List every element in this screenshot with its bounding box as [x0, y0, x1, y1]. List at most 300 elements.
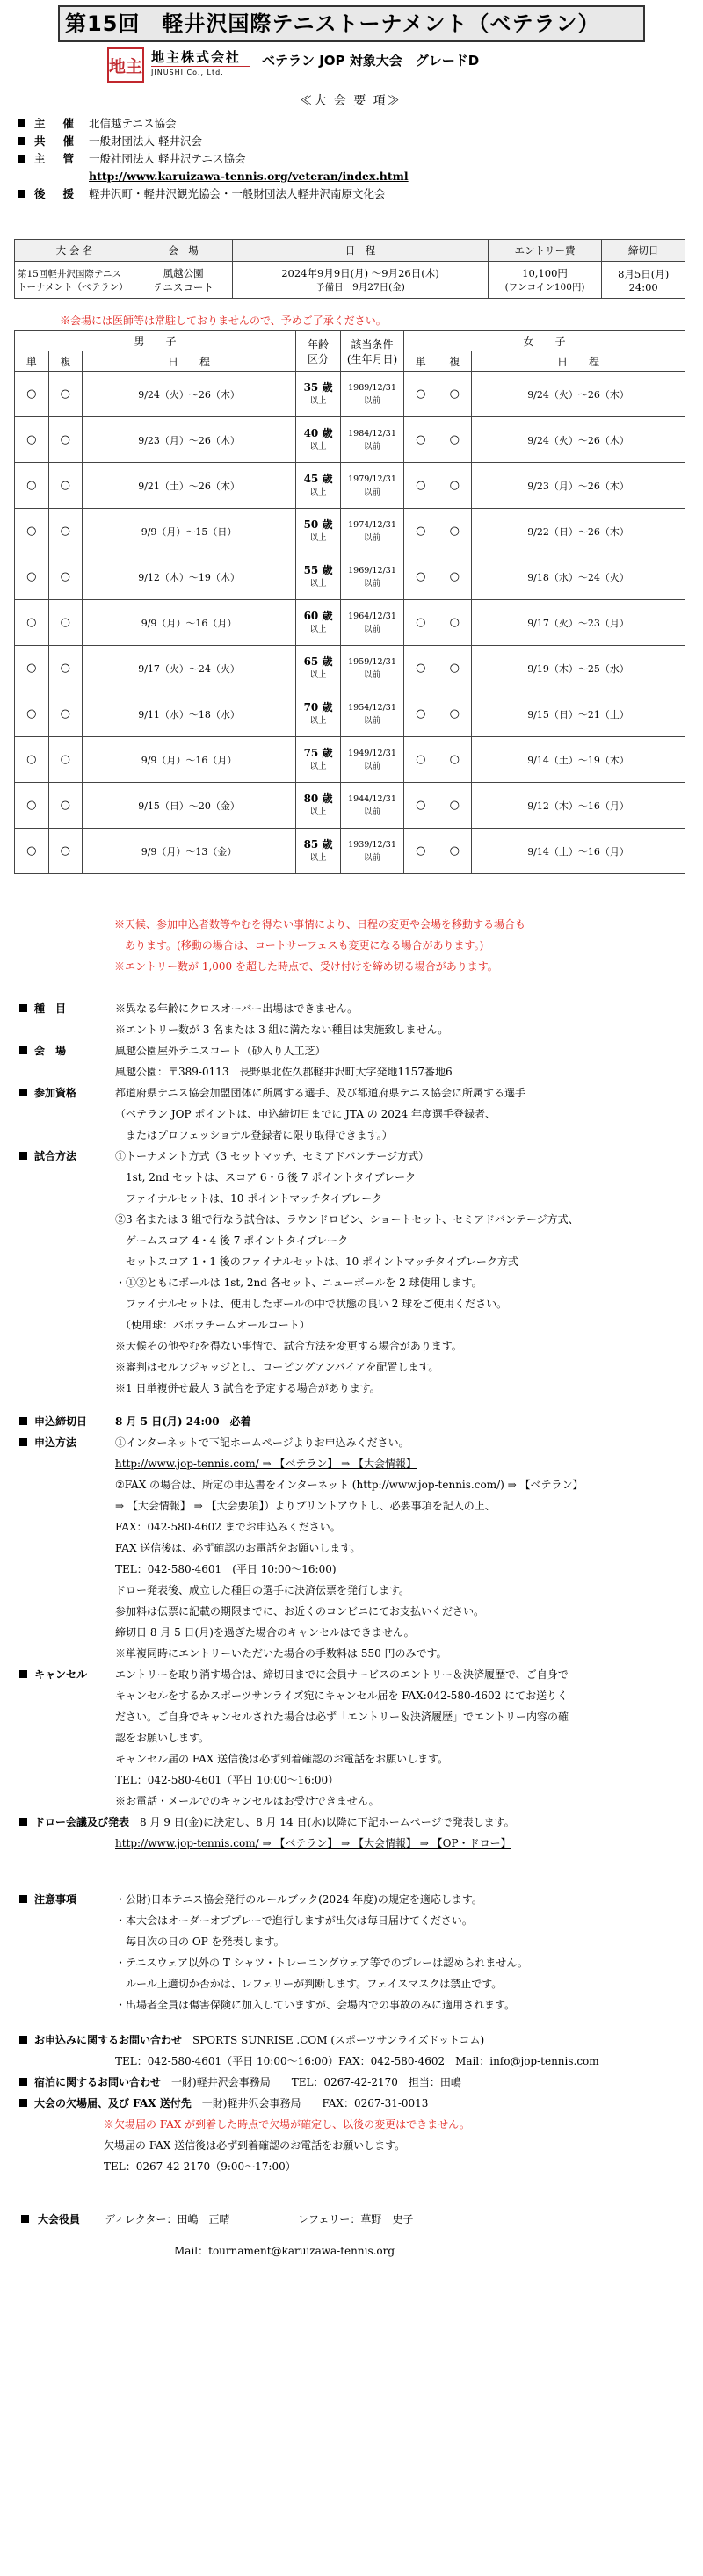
spacer	[19, 1215, 27, 1223]
apply-label	[34, 1769, 115, 1791]
spacer	[19, 1776, 27, 1784]
contacts-label: お申込みに関するお問い合わせ	[34, 2034, 183, 2046]
officials-section	[16, 2209, 684, 2261]
singles-header: 単	[403, 351, 438, 372]
details-text: ※審判はセルフジャッジとし、ローピングアンパイアを配置します。	[115, 1361, 439, 1373]
details-label	[34, 1230, 115, 1251]
bullet-square-icon	[19, 1152, 27, 1160]
apply-text[interactable]: http://www.jop-tennis.com/ ⇒ 【ベテラン】 ⇒ 【大会情報】	[115, 1458, 417, 1470]
bullet-square-icon	[18, 190, 25, 198]
schedule-header: 日 程	[472, 351, 685, 372]
apply-label	[34, 1643, 115, 1664]
age-value: 70 歳	[303, 700, 333, 713]
apply-row	[16, 1432, 684, 1453]
details-label	[34, 1019, 115, 1040]
women-singles-mark: ○	[403, 691, 438, 737]
spacer	[19, 1236, 27, 1244]
age-over: 以上	[309, 715, 327, 726]
birthdate: 1949/12/31	[348, 748, 396, 758]
details-label: 試合方法	[34, 1150, 77, 1162]
bullet-square-icon	[19, 1417, 27, 1425]
officials-mail: Mail：tournament@karuizawa-tennis.org	[174, 2245, 395, 2257]
birthdate-cell	[341, 600, 404, 646]
summary-table	[14, 239, 685, 299]
apply-row	[16, 1453, 684, 1474]
apply-row	[16, 1495, 684, 1516]
event-row	[15, 646, 685, 691]
attention-text: ・本大会はオーダーオブプレーで進行しますが出欠は毎日届けてください。	[115, 1914, 473, 1927]
men-doubles-mark: ○	[48, 554, 83, 600]
attention-label	[34, 1931, 115, 1952]
spacer	[19, 1131, 27, 1139]
info-list	[12, 114, 689, 202]
apply-label	[34, 1727, 115, 1748]
details-label	[34, 1209, 115, 1230]
women-schedule: 9/14（土）～16（月）	[472, 829, 685, 874]
age-value: 45 歳	[303, 472, 333, 485]
details-row	[16, 1378, 684, 1399]
info-row-organizer	[12, 114, 689, 132]
bullet-square-icon	[18, 155, 25, 163]
apply-label: ドロー会議及び発表	[34, 1816, 130, 1828]
entry-fee: 10,100円 (ワンコイン100円)	[488, 262, 602, 299]
spacer	[19, 1565, 27, 1573]
age-over: 以上	[309, 807, 327, 817]
details-row	[16, 1230, 684, 1251]
men-singles-mark: ○	[15, 463, 49, 509]
apply-text: ⇒ 【大会情報】 ⇒ 【大会要項】）よりプリントアウトし、必要事項を記入の上、	[115, 1500, 496, 1512]
men-schedule: 9/24（火）～26（木）	[83, 372, 296, 417]
details-label	[34, 1103, 115, 1125]
men-doubles-mark: ○	[48, 783, 83, 829]
spacer	[19, 1649, 27, 1657]
spacer	[19, 1257, 27, 1265]
apply-label: 申込締切日	[34, 1415, 88, 1428]
women-doubles-mark: ○	[438, 737, 472, 783]
details-row	[16, 1357, 684, 1378]
spacer	[19, 1628, 27, 1636]
attention-text: ・テニスウェア以外の T シャツ・トレーニングウェア等でのプレーは認められません。	[115, 1957, 528, 1969]
apply-text: FAX 送信後は、必ず確認のお電話をお願いします。	[115, 1542, 361, 1554]
bullet-square-icon	[18, 137, 25, 145]
age-header: 年齢 区分	[295, 331, 340, 372]
age-value: 55 歳	[303, 563, 333, 576]
apply-text: エントリーを取り消す場合は、締切日までに会員サービスのエントリー＆決済履歴で、ご自身で	[115, 1668, 569, 1681]
details-text: ファイナルセットは、使用したボールの中で状態の良い 2 球をご使用ください。	[115, 1298, 508, 1310]
apply-text: 締切日 8 月 5 日(月)を過ぎた場合のキャンセルはできません。	[115, 1626, 415, 1639]
absence-tel: TEL：0267-42-2170（9:00～17:00）	[104, 2160, 296, 2173]
attention-label	[34, 1910, 115, 1931]
women-doubles-mark: ○	[438, 829, 472, 874]
women-singles-mark: ○	[403, 829, 438, 874]
women-doubles-mark: ○	[438, 372, 472, 417]
apply-label	[34, 1601, 115, 1622]
company-name-en: JINUSHI Co., Ltd.	[151, 69, 224, 76]
event-row	[15, 600, 685, 646]
men-singles-mark: ○	[15, 829, 49, 874]
spacer	[19, 1544, 27, 1552]
title-box	[58, 5, 645, 42]
info-row-support	[12, 185, 689, 202]
men-doubles-mark: ○	[48, 646, 83, 691]
details-row	[16, 1272, 684, 1293]
info-label: 共 催	[34, 134, 77, 148]
details-text: 1st, 2nd セットは、スコア 6・6 後 7 ポイントタイブレーク	[115, 1171, 417, 1183]
apply-label: 申込方法	[34, 1436, 77, 1449]
spacer	[19, 1067, 27, 1075]
veteran-page-link[interactable]: http://www.karuizawa-tennis.org/veteran/index.html	[89, 169, 409, 183]
apply-row	[16, 1769, 684, 1791]
spacer	[19, 1278, 27, 1286]
age-cell	[295, 509, 340, 554]
age-over: 以上	[309, 578, 327, 589]
age-cell	[295, 829, 340, 874]
company-logo: 地主	[107, 47, 144, 83]
page-title: 第15回 軽井沢国際テニストーナメント（ベテラン）	[65, 11, 600, 36]
apply-text[interactable]: ②FAX の場合は、所定の申込書をインターネット (http://www.jop-tennis.com/) ⇒ 【ベテラン】	[115, 1479, 583, 1491]
age-value: 35 歳	[303, 380, 333, 394]
men-doubles-mark: ○	[48, 509, 83, 554]
apply-label	[34, 1622, 115, 1643]
apply-row	[16, 1580, 684, 1601]
event-row	[15, 691, 685, 737]
event-row	[15, 417, 685, 463]
absence-red-note: ※欠場届の FAX が到着した時点で欠場が確定し、以後の変更はできません。	[104, 2118, 470, 2131]
details-label	[34, 1188, 115, 1209]
bullet-square-icon	[19, 1670, 27, 1678]
age-cell	[295, 600, 340, 646]
schedule: 2024年9月9日(月) ～9月26日(木) 予備日 9月27日(金)	[233, 262, 489, 299]
spacer	[19, 1916, 27, 1924]
apply-row	[16, 1559, 684, 1580]
men-schedule: 9/9（月）～15（日）	[83, 509, 296, 554]
summary-row	[15, 262, 685, 299]
birthdate-cell	[341, 691, 404, 737]
men-doubles-mark: ○	[48, 372, 83, 417]
details-row	[16, 1103, 684, 1125]
contacts-text: SPORTS SUNRISE .COM (スポーツサンライズドットコム)	[192, 2034, 485, 2046]
spacer	[19, 1194, 27, 1202]
spacer	[19, 2001, 27, 2008]
spacer	[19, 1607, 27, 1615]
summary-header-row	[15, 240, 685, 262]
women-schedule: 9/17（火）～23（月）	[472, 600, 685, 646]
attention-text: ・公財)日本テニス協会発行のルールブック(2024 年度)の規定を適応します。	[115, 1893, 482, 1906]
details-row	[16, 1040, 684, 1061]
age-value: 85 歳	[303, 837, 333, 850]
info-label: 主 管	[34, 152, 77, 165]
spacer	[19, 1480, 27, 1488]
logo-rule	[151, 66, 250, 67]
birthdate-before: 以前	[364, 669, 381, 680]
attention-label	[34, 1994, 115, 2015]
spacer	[19, 1937, 27, 1945]
spacer	[19, 1110, 27, 1118]
apply-label	[34, 1685, 115, 1706]
details-label	[34, 1335, 115, 1357]
age-cell	[295, 554, 340, 600]
details-label	[34, 1125, 115, 1146]
details-text: ②3 名または 3 組で行なう試合は、ラウンドロビン、ショートセット、セミアドバンテージ方式、	[115, 1213, 579, 1226]
men-schedule: 9/9（月）～16（月）	[83, 600, 296, 646]
details-text: ゲームスコア 4・4 後 7 ポイントタイブレーク	[115, 1234, 349, 1247]
spacer	[19, 1363, 27, 1371]
details-text: ※1 日単複併せ最大 3 試合を予定する場合があります。	[115, 1382, 380, 1394]
details-row	[16, 1125, 684, 1146]
women-schedule: 9/15（日）～21（土）	[472, 691, 685, 737]
men-singles-mark: ○	[15, 417, 49, 463]
details-label	[34, 1272, 115, 1293]
subtitle: ベテラン JOP 対象大会 グレードD	[262, 53, 480, 69]
apply-row	[16, 1748, 684, 1769]
women-singles-mark: ○	[403, 737, 438, 783]
event-row	[15, 829, 685, 874]
men-schedule: 9/15（日）～20（金）	[83, 783, 296, 829]
section-heading: ≪大 会 要 項≫	[300, 94, 402, 108]
men-singles-mark: ○	[15, 509, 49, 554]
women-doubles-mark: ○	[438, 554, 472, 600]
details-label	[34, 1061, 115, 1082]
contacts-row	[16, 2030, 684, 2051]
apply-row	[16, 1791, 684, 1812]
apply-text[interactable]: http://www.jop-tennis.com/ ⇒ 【ベテラン】 ⇒ 【大会情報】 ⇒ 【OP・ドロー】	[115, 1837, 511, 1849]
info-label: 後 援	[34, 187, 77, 200]
age-over: 以上	[309, 532, 327, 543]
info-row-manager	[12, 149, 689, 167]
details-text: ※エントリー数が 3 名または 3 組に満たない種目は実施致しません。	[115, 1024, 449, 1036]
doubles-header: 複	[438, 351, 472, 372]
details-row	[16, 1251, 684, 1272]
attention-label: 注意事項	[34, 1893, 77, 1906]
spacer	[19, 1342, 27, 1350]
women-doubles-mark: ○	[438, 691, 472, 737]
details-text: またはプロフェッショナル登録者に限り取得できます。）	[115, 1129, 393, 1141]
women-schedule: 9/18（水）～24（火）	[472, 554, 685, 600]
women-header: 女 子	[403, 331, 685, 351]
men-singles-mark: ○	[15, 554, 49, 600]
application-section	[16, 1411, 684, 1854]
women-schedule: 9/24（火）～26（木）	[472, 417, 685, 463]
birthdate-cell	[341, 417, 404, 463]
apply-label	[34, 1559, 115, 1580]
details-text: 都道府県テニス協会加盟団体に所属する選手、及び都道府県テニス協会に所属する選手	[115, 1087, 526, 1099]
age-over: 以上	[309, 624, 327, 634]
details-text: ファイナルセットは、10 ポイントマッチタイブレーク	[115, 1192, 383, 1205]
details-text: 風越公園：〒389-0113 長野県北佐久郡軽井沢町大字発地1157番地6	[115, 1066, 453, 1078]
apply-row	[16, 1664, 684, 1685]
summary-header: 日 程	[233, 240, 489, 262]
age-over: 以上	[309, 441, 327, 452]
women-schedule: 9/19（木）～25（水）	[472, 646, 685, 691]
apply-label	[34, 1833, 115, 1854]
details-row	[16, 1082, 684, 1103]
women-doubles-mark: ○	[438, 600, 472, 646]
bullet-square-icon	[19, 2036, 27, 2044]
age-over: 以上	[309, 669, 327, 680]
info-value: 一般社団法人 軽井沢テニス協会	[89, 152, 246, 165]
apply-text: キャンセル届の FAX 送信後は必ず到着確認のお電話をお願いします。	[115, 1753, 449, 1765]
birthdate: 1989/12/31	[348, 382, 396, 393]
men-schedule: 9/21（土）～26（木）	[83, 463, 296, 509]
contacts-label: 大会の欠場届、及び FAX 送付先	[34, 2097, 192, 2109]
attention-row	[16, 1889, 684, 1910]
details-text: セットスコア 1・1 後のファイナルセットは、10 ポイントマッチタイブレーク方式	[115, 1255, 518, 1268]
details-text: ①トーナメント方式（3 セットマッチ、セミアドバンテージ方式）	[115, 1150, 430, 1162]
apply-row	[16, 1706, 684, 1727]
apply-label	[34, 1516, 115, 1538]
spacer	[19, 1691, 27, 1699]
women-doubles-mark: ○	[438, 509, 472, 554]
event-row	[15, 509, 685, 554]
no-doctor-notice: ※会場には医師等は常駐しておりませんので、予めご了承ください。	[60, 315, 387, 327]
birthdate-before: 以前	[364, 487, 381, 497]
details-row	[16, 1061, 684, 1082]
doubles-header: 複	[48, 351, 83, 372]
spacer	[19, 1501, 27, 1509]
spacer	[19, 1712, 27, 1720]
apply-label	[34, 1580, 115, 1601]
birthdate-cell	[341, 372, 404, 417]
tournament-name: 第15回軽井沢国際テニス トーナメント（ベテラン）	[15, 262, 134, 299]
age-value: 50 歳	[303, 517, 333, 531]
women-schedule: 9/23（月）～26（木）	[472, 463, 685, 509]
bullet-square-icon	[19, 1818, 27, 1826]
apply-label	[34, 1474, 115, 1495]
apply-row	[16, 1538, 684, 1559]
attention-text: ルール上適切か否かは、レフェリーが判断します。フェイスマスクは禁止です。	[115, 1978, 503, 1990]
birthdate: 1944/12/31	[348, 793, 396, 804]
apply-text: ①インターネットで下記ホームページよりお申込みください。	[115, 1436, 409, 1449]
age-cell	[295, 417, 340, 463]
event-row	[15, 783, 685, 829]
events-body	[15, 372, 685, 874]
officials-label: 大会役員	[38, 2213, 81, 2225]
men-doubles-mark: ○	[48, 600, 83, 646]
birthdate-cell	[341, 829, 404, 874]
men-schedule: 9/9（月）～13（金）	[83, 829, 296, 874]
summary-header: 会 場	[134, 240, 233, 262]
apply-row	[16, 1812, 684, 1833]
men-singles-mark: ○	[15, 737, 49, 783]
bullet-square-icon	[18, 119, 25, 127]
spacer	[19, 1025, 27, 1033]
women-doubles-mark: ○	[438, 463, 472, 509]
birthdate: 1969/12/31	[348, 565, 396, 575]
birthdate-before: 以前	[364, 532, 381, 543]
contacts-text: 一財)軽井沢会事務局 FAX：0267-31-0013	[201, 2097, 429, 2109]
details-label	[34, 1251, 115, 1272]
contacts-row	[16, 2051, 684, 2072]
spacer	[19, 1321, 27, 1328]
details-section	[16, 998, 684, 1399]
women-singles-mark: ○	[403, 600, 438, 646]
birthdate-cell	[341, 646, 404, 691]
bullet-square-icon	[19, 1089, 27, 1096]
apply-label	[34, 1538, 115, 1559]
apply-text: TEL：042-580-4601 (平日 10:00～16:00)	[115, 1563, 337, 1575]
age-value: 60 歳	[303, 609, 333, 622]
absence-note: 欠場届の FAX 送信後は必ず到着確認のお電話をお願いします。	[104, 2139, 406, 2152]
info-label: 主 催	[34, 117, 77, 130]
women-singles-mark: ○	[403, 783, 438, 829]
summary-header: 締切日	[602, 240, 685, 262]
women-doubles-mark: ○	[438, 646, 472, 691]
bullet-square-icon	[19, 1046, 27, 1054]
details-label	[34, 1293, 115, 1314]
birthdate-before: 以前	[364, 395, 381, 406]
attention-label	[34, 1952, 115, 1973]
spacer	[19, 1755, 27, 1762]
age-value: 80 歳	[303, 792, 333, 805]
apply-row	[16, 1601, 684, 1622]
attention-row	[16, 1910, 684, 1931]
details-text: （使用球：バボラチームオールコート）	[115, 1319, 310, 1331]
spacer	[19, 1299, 27, 1307]
contacts-red-section	[16, 2114, 684, 2177]
apply-row	[16, 1622, 684, 1643]
details-row	[16, 1019, 684, 1040]
age-over: 以上	[309, 761, 327, 771]
apply-label	[34, 1748, 115, 1769]
spacer	[19, 1459, 27, 1467]
details-text: ※異なる年齢にクロスオーバー出場はできません。	[115, 1002, 359, 1015]
men-singles-mark: ○	[15, 372, 49, 417]
men-doubles-mark: ○	[48, 691, 83, 737]
birthdate-before: 以前	[364, 761, 381, 771]
birthdate: 1959/12/31	[348, 656, 396, 667]
men-header: 男 子	[15, 331, 296, 351]
women-schedule: 9/22（日）～26（木）	[472, 509, 685, 554]
spacer	[19, 1797, 27, 1805]
men-schedule: 9/11（水）～18（水）	[83, 691, 296, 737]
details-row	[16, 998, 684, 1019]
apply-text: 認をお願いします。	[115, 1732, 210, 1744]
women-doubles-mark: ○	[438, 783, 472, 829]
schedule-header: 日 程	[83, 351, 296, 372]
details-row	[16, 1146, 684, 1167]
attention-row	[16, 1952, 684, 1973]
apply-text: キャンセルをするかスポーツサンライズ宛にキャンセル届を FAX:042-580-4602 にてお送りく	[115, 1690, 569, 1702]
apply-label	[34, 1791, 115, 1812]
info-value: 軽井沢町・軽井沢観光協会・一般財団法人軽井沢南原文化会	[89, 187, 386, 200]
women-doubles-mark: ○	[438, 417, 472, 463]
summary-header: エントリー費	[488, 240, 602, 262]
details-row	[16, 1314, 684, 1335]
age-cell	[295, 372, 340, 417]
birthdate: 1964/12/31	[348, 611, 396, 621]
details-text: ・①②ともにボールは 1st, 2nd 各セット、ニューボールを 2 球使用します。	[115, 1277, 482, 1289]
summary-header: 大 会 名	[15, 240, 134, 262]
attention-label	[34, 1973, 115, 1994]
bullet-square-icon	[19, 2078, 27, 2086]
men-singles-mark: ○	[15, 783, 49, 829]
age-cell	[295, 737, 340, 783]
contacts-row	[16, 2072, 684, 2093]
venue: 風越公園 テニスコート	[134, 262, 233, 299]
birthdate-before: 以前	[364, 715, 381, 726]
apply-label	[34, 1706, 115, 1727]
details-row	[16, 1188, 684, 1209]
details-label	[34, 1378, 115, 1399]
birthdate-cell	[341, 783, 404, 829]
men-doubles-mark: ○	[48, 417, 83, 463]
spacer	[19, 1586, 27, 1594]
spacer	[19, 1384, 27, 1392]
contacts-text: TEL：042-580-4601（平日 10:00～16:00）FAX：042-580-4602 Mail：info@jop-tennis.com	[115, 2055, 599, 2067]
men-schedule: 9/9（月）～16（月）	[83, 737, 296, 783]
men-singles-mark: ○	[15, 600, 49, 646]
details-row	[16, 1167, 684, 1188]
